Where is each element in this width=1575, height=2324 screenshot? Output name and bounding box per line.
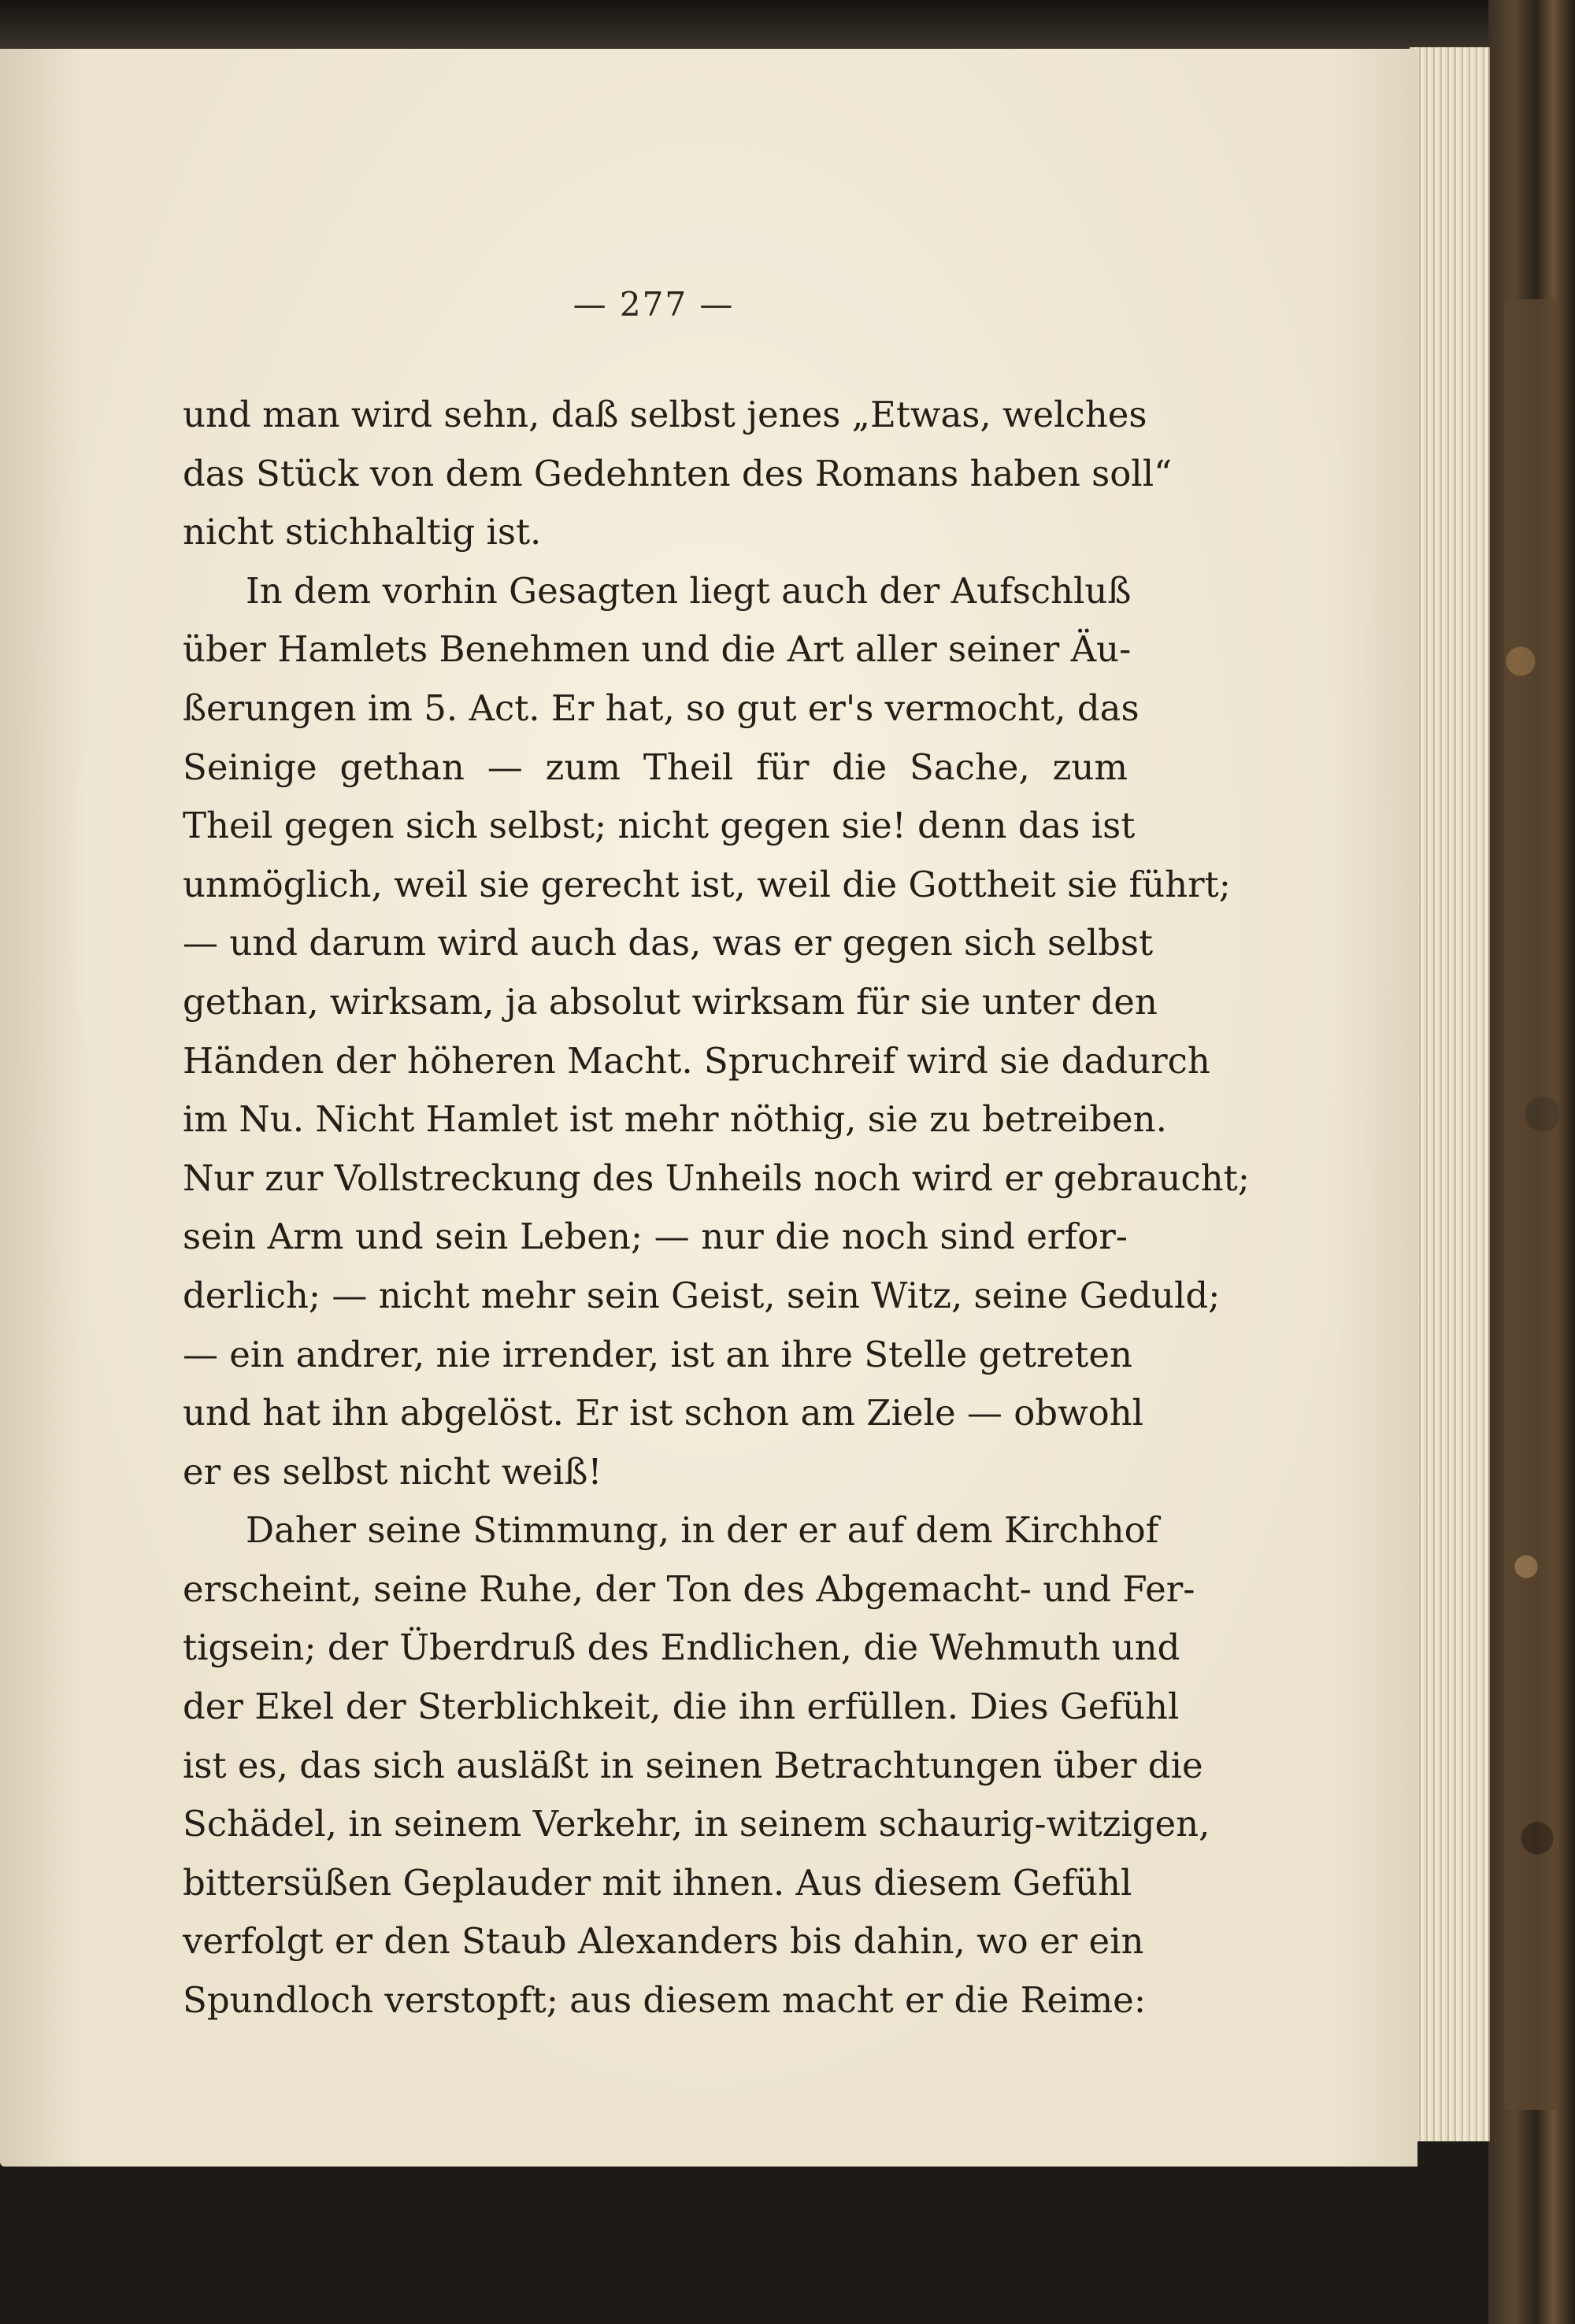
text-line: — ein andrer, nie irrender, ist an ihre Stelle getreten — [183, 1333, 1132, 1375]
text-line: das Stück von dem Gedehnten des Romans haben soll“ — [183, 452, 1173, 494]
text-line: über Hamlets Benehmen und die Art aller seiner Äu- — [183, 628, 1132, 671]
text-line: Schädel, in seinem Verkehr, in seinem schaurig-witzigen, — [183, 1803, 1210, 1845]
text-line: Seinige gethan — zum Theil für die Sache, zum — [183, 746, 1128, 788]
text-line: er es selbst nicht weiß! — [183, 1450, 602, 1493]
text-line: bittersüßen Geplauder mit ihnen. Aus diesem Gefühl — [183, 1861, 1132, 1904]
text-line: sein Arm und sein Leben; — nur die noch sind erfor- — [183, 1216, 1128, 1258]
body-text — [183, 386, 1250, 2030]
text-line: Händen der höheren Macht. Spruchreif wird sie dadurch — [183, 1039, 1210, 1082]
text-line: und hat ihn abgelöst. Er ist schon am Ziele — obwohl — [183, 1392, 1144, 1434]
text-line: gethan, wirksam, ja absolut wirksam für sie unter den — [183, 980, 1158, 1023]
text-line: Spundloch verstopft; aus diesem macht er die Reime: — [183, 1979, 1146, 2022]
text-line: unmöglich, weil sie gerecht ist, weil die Gottheit sie führt; — [183, 863, 1231, 905]
text-line: im Nu. Nicht Hamlet ist mehr nöthig, sie zu betreiben. — [183, 1098, 1167, 1141]
page-edges-stack — [1410, 47, 1490, 2141]
text-line: Theil gegen sich selbst; nicht gegen sie! denn das ist — [183, 805, 1136, 847]
text-line: nicht stichhaltig ist. — [183, 511, 542, 553]
text-line: und man wird sehn, daß selbst jenes „Etwas, welches — [183, 394, 1147, 435]
text-line: der Ekel der Sterblichkeit, die ihn erfüllen. Dies Gefühl — [183, 1686, 1180, 1728]
text-line: verfolgt er den Staub Alexanders bis dahin, wo er ein — [183, 1920, 1144, 1963]
text-line: derlich; — nicht mehr sein Geist, sein Witz, seine Geduld; — [183, 1274, 1221, 1316]
book-cover-right-edge — [1488, 0, 1575, 2324]
text-line: erscheint, seine Ruhe, der Ton des Abgemacht- und Fer- — [183, 1567, 1195, 1610]
text-line: ist es, das sich ausläßt in seinen Betrachtungen über die — [183, 1744, 1203, 1786]
page-number: — 277 — — [573, 285, 735, 324]
text-line: In dem vorhin Gesagten liegt auch der Aufschluß — [246, 569, 1132, 612]
text-line: ßerungen im 5. Act. Er hat, so gut er's vermocht, das — [183, 686, 1140, 729]
book-cover-top-edge — [0, 0, 1575, 50]
text-line: Nur zur Vollstreckung des Unheils noch wird er gebraucht; — [183, 1156, 1250, 1199]
book-page — [0, 49, 1418, 2167]
text-line: Daher seine Stimmung, in der er auf dem Kirchhof — [246, 1509, 1159, 1552]
text-line: — und darum wird auch das, was er gegen sich selbst — [183, 922, 1154, 964]
text-line: tigsein; der Überdruß des Endlichen, die Wehmuth und — [183, 1626, 1180, 1669]
